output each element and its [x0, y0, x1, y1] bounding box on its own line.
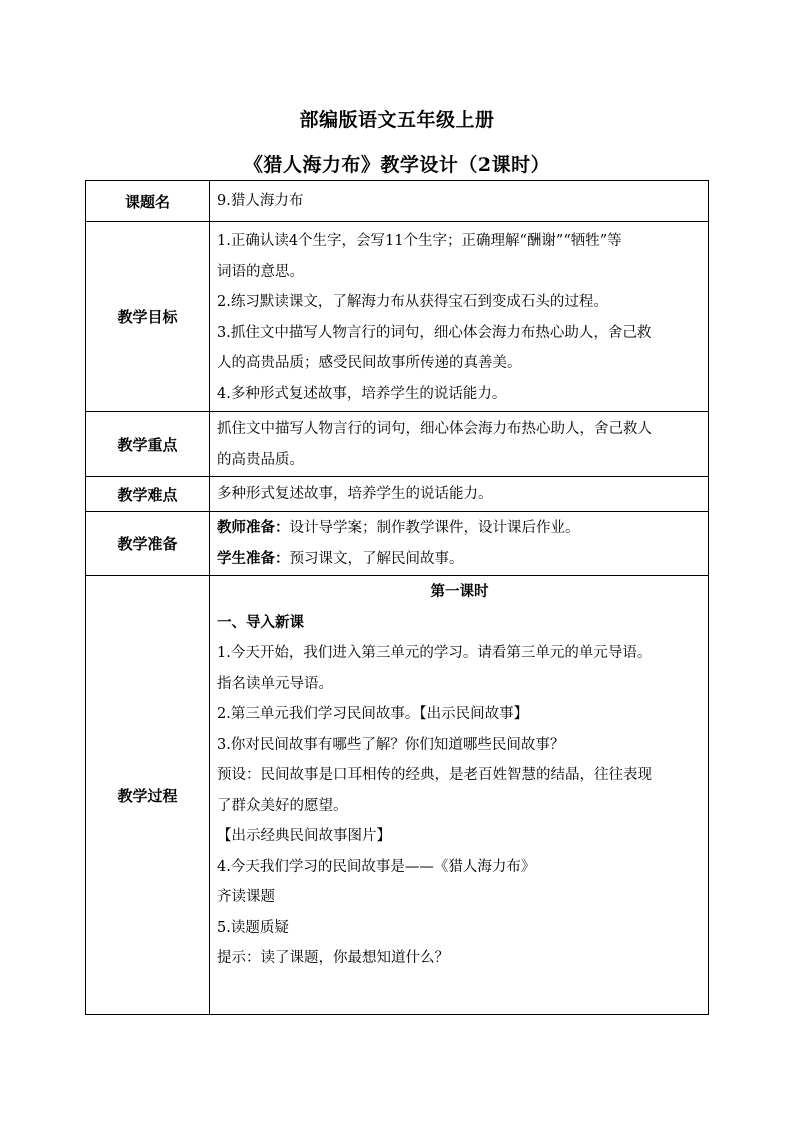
teacher-preparation-text: 设计导学案；制作教学课件，设计课后作业。 [289, 520, 580, 536]
process-line: 【出示经典民间故事图片】 [217, 828, 391, 844]
goals-content [210, 222, 709, 412]
label-goals: 教学目标 [86, 222, 210, 412]
teacher-preparation [217, 513, 702, 544]
row-key-points [86, 412, 709, 477]
row-difficulties [86, 477, 709, 512]
process-line: 齐读课题 [217, 889, 275, 905]
label-preparation: 教学准备 [86, 512, 210, 576]
row-topic [86, 181, 709, 222]
label-process: 教学过程 [86, 576, 210, 1015]
difficulties-value: 多种形式复述故事，培养学生的说话能力。 [210, 477, 709, 512]
key-points-line: 的高贵品质。 [217, 451, 304, 468]
process-line: 提示：读了课题，你最想知道什么？ [217, 950, 449, 966]
row-goals [86, 222, 709, 412]
topic-value: 9.猎人海力布 [210, 181, 709, 222]
goals-line: 3.抓住文中描写人物言行的词句，细心体会海力布热心助人，舍己救 [217, 324, 652, 341]
row-preparation [86, 512, 709, 576]
goals-line: 人的高贵品质；感受民间故事所传递的真善美。 [217, 355, 522, 371]
process-line: 指名读单元导语。 [217, 675, 333, 692]
student-preparation-label: 学生准备： [217, 549, 290, 567]
session-title: 第一课时 [430, 583, 489, 600]
document-subtitle: 《猎人海力布》教学设计（2课时） [243, 154, 551, 176]
key-points-content [210, 412, 709, 477]
process-line: 4.今天我们学习的民间故事是——《猎人海力布》 [217, 858, 536, 875]
preparation-content [210, 512, 709, 576]
row-process [86, 576, 709, 1015]
document-title: 部编版语文五年级上册 [299, 109, 495, 131]
process-line: 5.读题质疑 [217, 919, 289, 936]
student-preparation [217, 544, 702, 575]
process-line: 了群众美好的愿望。 [217, 797, 348, 814]
teacher-preparation-label: 教师准备： [217, 519, 290, 536]
section-heading: 一、导入新课 [217, 613, 304, 631]
process-line: 2.第三单元我们学习民间故事。【出示民间故事】 [217, 706, 529, 722]
process-line: 1.今天开始，我们进入第三单元的学习。请看第三单元的单元导语。 [217, 645, 652, 661]
process-line: 预设：民间故事是口耳相传的经典，是老百姓智慧的结晶，往往表现 [217, 767, 652, 783]
label-difficulties: 教学难点 [86, 477, 210, 512]
goals-line: 1.正确认读4个生字，会写11个生字；正确理解“酬谢”“牺牲”等 [217, 233, 622, 249]
goals-line: 4.多种形式复述故事，培养学生的说话能力。 [217, 385, 507, 402]
goals-line: 2.练习默读课文，了解海力布从获得宝石到变成石头的过程。 [217, 294, 608, 310]
student-preparation-text: 预习课文，了解民间故事。 [289, 550, 464, 567]
goals-line: 词语的意思。 [217, 263, 304, 280]
label-key-points: 教学重点 [86, 412, 210, 477]
process-line: 3.你对民间故事有哪些了解？你们知道哪些民间故事？ [217, 736, 565, 753]
key-points-line: 抓住文中描写人物言行的词句，细心体会海力布热心助人，舍己救人 [217, 421, 652, 437]
process-content [210, 576, 709, 1015]
label-topic: 课题名 [86, 181, 210, 222]
lesson-plan-table [85, 180, 709, 1015]
